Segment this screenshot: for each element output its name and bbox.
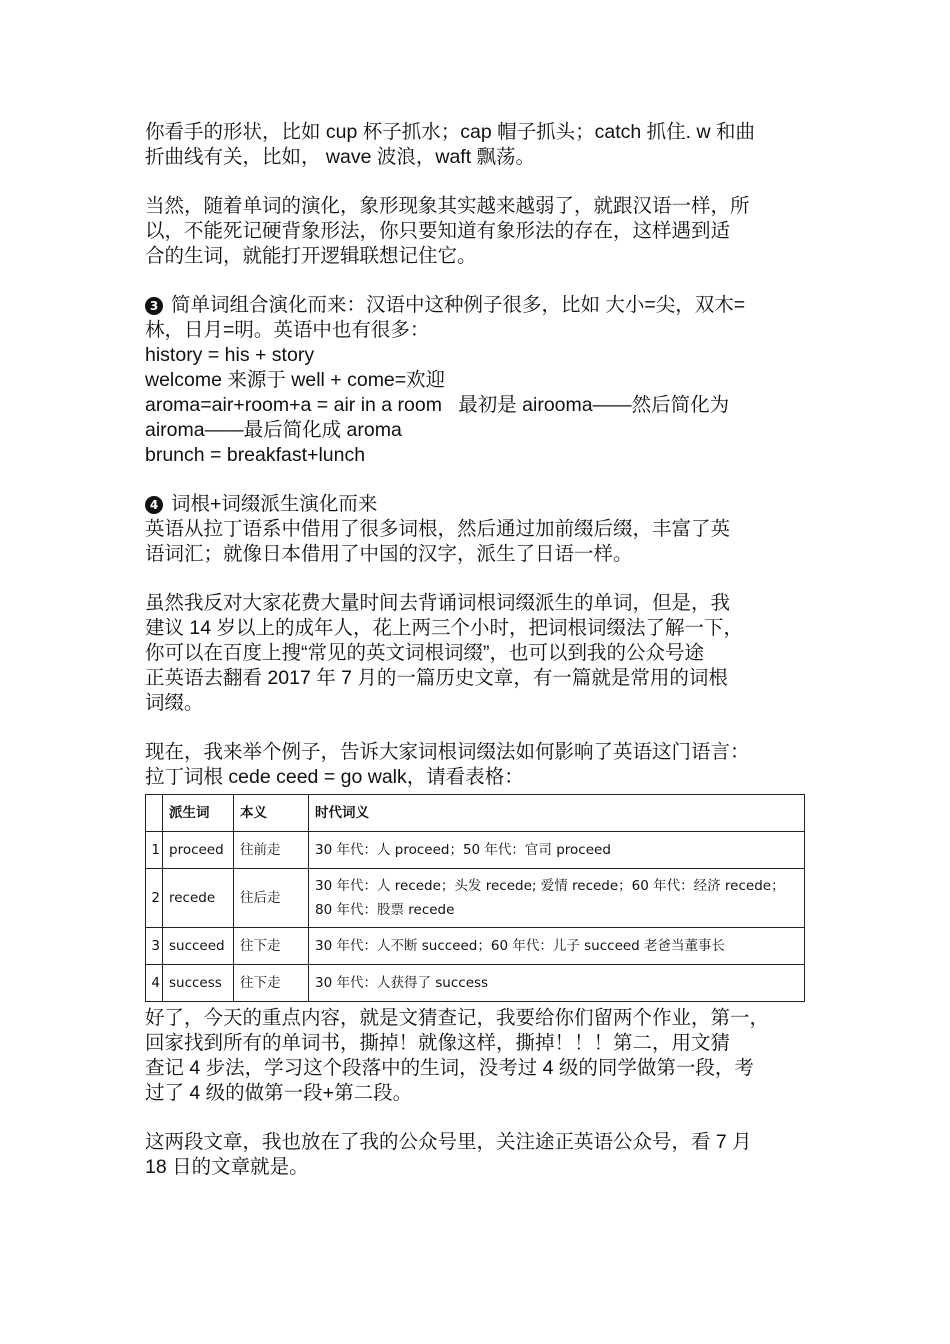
original-meaning: 往后走 — [234, 869, 309, 928]
column-header-word: 派生词 — [163, 795, 234, 832]
table-header-row — [146, 795, 805, 832]
column-header-index — [146, 795, 163, 832]
original-meaning: 往下走 — [234, 928, 309, 965]
table-row — [146, 928, 805, 965]
table-row — [146, 965, 805, 1002]
example-line: history = his + story — [145, 344, 315, 366]
derived-word: success — [163, 965, 234, 1002]
derived-word: proceed — [163, 832, 234, 869]
text-line: 你可以在百度上搜“常见的英文词根词缀”，也可以到我的公众号途 — [145, 642, 704, 664]
era-meaning: 30 年代：人 proceed；50 年代：官司 proceed — [309, 832, 805, 869]
text-line: 虽然我反对大家花费大量时间去背诵词根词缀派生的单词，但是，我 — [145, 592, 731, 614]
text-line — [145, 293, 810, 318]
example-line: welcome 来源于 well + come=欢迎 — [145, 369, 446, 391]
text-line: 这两段文章，我也放在了我的公众号里，关注途正英语公众号，看 7 月 — [145, 1131, 752, 1153]
era-meaning — [309, 869, 805, 928]
table-row — [146, 869, 805, 928]
row-index: 3 — [146, 928, 163, 965]
text-line: 合的生词，就能打开逻辑联想记住它。 — [145, 245, 477, 267]
text-line: 以，不能死记硬背象形法，你只要知道有象形法的存在，这样遇到适 — [145, 220, 731, 242]
number-4-badge-icon: 4 — [145, 496, 163, 514]
table-row — [146, 832, 805, 869]
derived-word: succeed — [163, 928, 234, 965]
section-heading: 简单词组合演化而来：汉语中这种例子很多，比如 大小=尖，双木= — [171, 294, 746, 316]
derived-word: recede — [163, 869, 234, 928]
text-line — [145, 492, 810, 517]
paragraph-pictograph-examples — [145, 120, 810, 170]
paragraph-table-intro — [145, 740, 810, 790]
paragraph-latin-borrowing — [145, 517, 810, 567]
row-index: 4 — [146, 965, 163, 1002]
text-line: 过了 4 级的做第一段+第二段。 — [145, 1082, 413, 1104]
era-meaning: 30 年代：人获得了 success — [309, 965, 805, 1002]
text-line: 18 日的文章就是。 — [145, 1156, 309, 1178]
text-line: 拉丁词根 cede ceed = go walk，请看表格： — [145, 766, 524, 788]
example-line: airoma——最后简化成 aroma — [145, 419, 402, 441]
text-line: 正英语去翻看 2017 年 7 月的一篇历史文章，有一篇就是常用的词根 — [145, 667, 728, 689]
example-line: aroma=air+room+a = air in a room 最初是 airooma——然后简化为 — [145, 394, 730, 416]
example-line: brunch = breakfast+lunch — [145, 444, 366, 466]
paragraph-advice — [145, 591, 810, 716]
text-line: 建议 14 岁以上的成年人，花上两三个小时，把词根词缀法了解一下， — [145, 617, 744, 639]
text-line: 现在，我来举个例子，告诉大家词根词缀法如何影响了英语这门语言： — [145, 741, 750, 763]
section-heading: 词根+词缀派生演化而来 — [171, 493, 378, 515]
original-meaning: 往前走 — [234, 832, 309, 869]
row-index: 2 — [146, 869, 163, 928]
text-line: 当然，随着单词的演化，象形现象其实越来越弱了，就跟汉语一样，所 — [145, 195, 750, 217]
text-line: 查记 4 步法，学习这个段落中的生词，没考过 4 级的同学做第一段，考 — [145, 1057, 754, 1079]
text-line: 你看手的形状，比如 cup 杯子抓水；cap 帽子抓头；catch 抓住. w 和曲 — [145, 121, 755, 143]
era-meaning-line: 80 年代：股票 recede — [315, 902, 455, 918]
number-3-badge-icon: 3 — [145, 297, 163, 315]
root-derivation-table — [145, 794, 805, 1002]
section-compound-words — [145, 293, 810, 468]
era-meaning: 30 年代：人不断 succeed；60 年代：儿子 succeed 老爸当董事长 — [309, 928, 805, 965]
document-page — [145, 120, 810, 1204]
paragraph-homework — [145, 1006, 810, 1106]
original-meaning: 往下走 — [234, 965, 309, 1002]
column-header-era-meaning: 时代词义 — [309, 795, 805, 832]
text-line: 语词汇；就像日本借用了中国的汉字，派生了日语一样。 — [145, 543, 633, 565]
row-index: 1 — [146, 832, 163, 869]
section-root-affix — [145, 492, 810, 517]
text-line: 好了，今天的重点内容，就是文猜查记，我要给你们留两个作业，第一， — [145, 1007, 770, 1029]
column-header-meaning: 本义 — [234, 795, 309, 832]
text-line: 回家找到所有的单词书，撕掉！就像这样，撕掉！！！第二，用文猜 — [145, 1032, 731, 1054]
text-line: 林，日月=明。英语中也有很多： — [145, 319, 430, 341]
text-line: 折曲线有关，比如， wave 波浪，waft 飘荡。 — [145, 146, 536, 168]
era-meaning-line: 30 年代：人 recede；头发 recede; 爱情 recede；60 年代：经济 recede； — [315, 878, 785, 894]
paragraph-pictograph-weakening — [145, 194, 810, 269]
text-line: 英语从拉丁语系中借用了很多词根，然后通过加前缀后缀，丰富了英 — [145, 518, 731, 540]
text-line: 词缀。 — [145, 692, 204, 714]
paragraph-public-account — [145, 1130, 810, 1180]
